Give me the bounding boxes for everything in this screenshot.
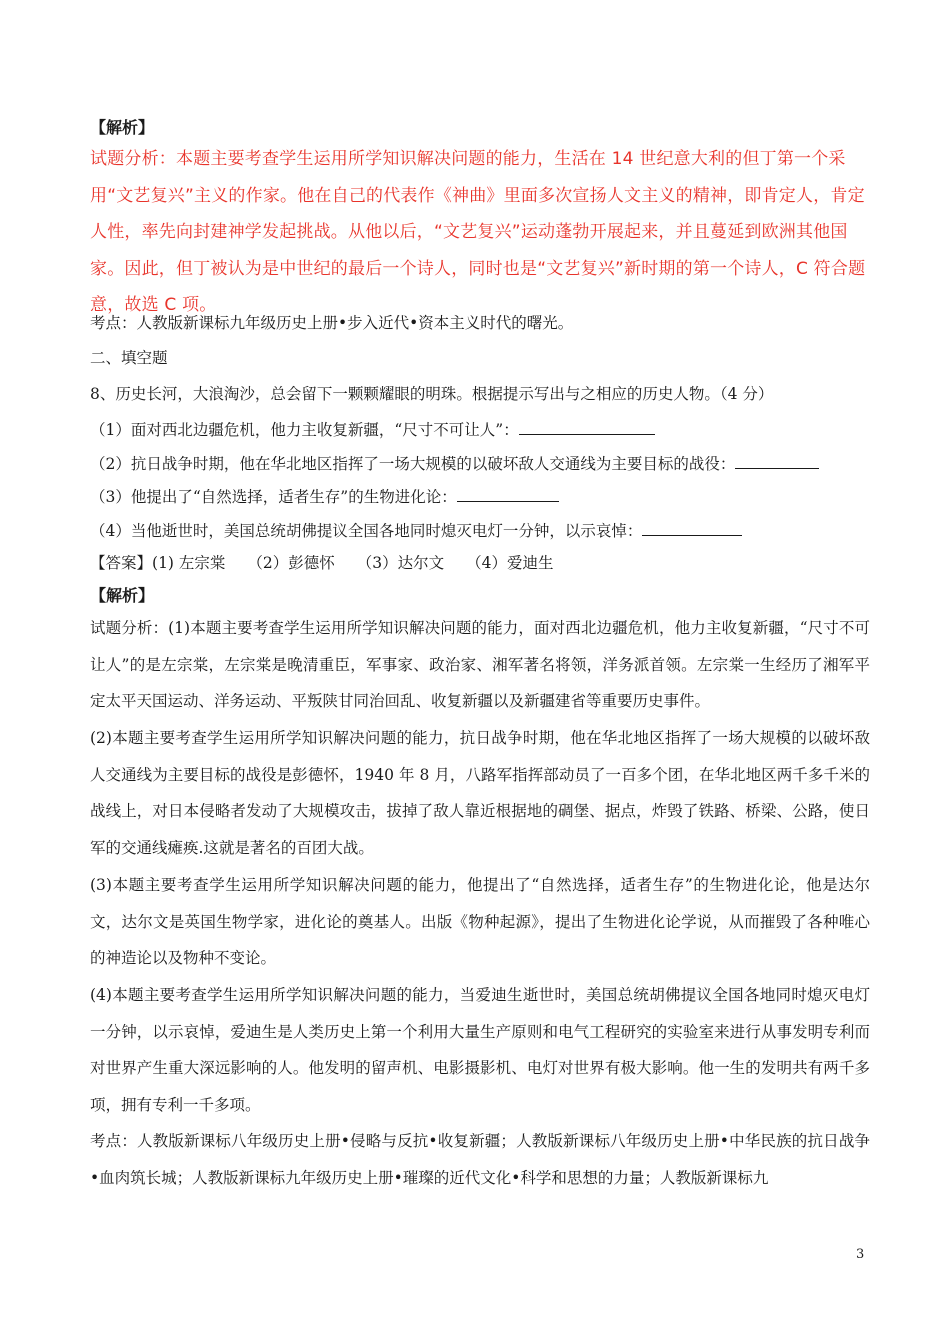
answer-1: (1) 左宗棠 — [152, 554, 226, 572]
answer-line — [90, 552, 576, 574]
sub-question-4-text: （4）当他逝世时，美国总统胡佛提议全国各地同时熄灭电灯一分钟，以示哀悼： — [90, 522, 643, 540]
section-title: 二、填空题 — [90, 349, 168, 367]
analysis-paragraph-3: (3)本题主要考查学生运用所学知识解决问题的能力，他提出了“自然选择，适者生存”的生物进化论，他是达尔文，达尔文是英国生物学家，进化论的奠基人。出版《物种起源》，提出了生物进化论学说，从而摧毁了各种唯心的神造论以及物种不变论。 — [90, 876, 870, 968]
analysis-red-text: 试题分析：本题主要考查学生运用所学知识解决问题的能力，生活在 14 世纪意大利的但丁第一个采用“文艺复兴”主义的作家。他在自己的代表作《神曲》里面多次宣扬人文主义的精神，即肯定人，肯定人性，率先向封建神学发起挑战。从他以后，“文艺复兴”运动蓬勃开展起来，并且蔓延到欧洲其他国家。因此，但丁被认为是中世纪的最后一个诗人，同时也是“文艺复兴”新时期的第一个诗人，C 符合题意，故选 C 项。 — [90, 149, 866, 315]
analysis-heading-2: 【解析】 — [90, 586, 155, 605]
sub-question-2-text: （2）抗日战争时期，他在华北地区指挥了一场大规模的以破坏敌人交通线为主要目标的战役： — [90, 455, 736, 473]
answer-label: 【答案】 — [90, 554, 153, 572]
answer-blank-3[interactable] — [457, 485, 559, 502]
analysis-paragraph-2: (2)本题主要考查学生运用所学知识解决问题的能力，抗日战争时期，他在华北地区指挥了一场大规模的以破坏敌人交通线为主要目标的战役是彭德怀，1940 年 8 月，八路军指挥部动员了一百多个团，在华北地区两千多千米的战线上，对日本侵略者发动了大规模攻击，拔掉了敌人靠近根据地的碉堡、据点，炸毁了铁路、桥梁、公路，使日军的交通线瘫痪.这就是著名的百团大战。 — [90, 729, 870, 857]
sub-question-1 — [90, 418, 655, 441]
answer-3: （3）达尔文 — [356, 554, 445, 572]
kaodian-1: 考点：人教版新课标九年级历史上册•步入近代•资本主义时代的曙光。 — [90, 314, 574, 332]
answer-blank-2[interactable] — [735, 452, 819, 469]
sub-question-2 — [90, 452, 819, 475]
analysis-paragraph-1: 试题分析：(1)本题主要考查学生运用所学知识解决问题的能力，面对西北边疆危机，他力主收复新疆，“尺寸不可让人”的是左宗棠，左宗棠是晚清重臣，军事家、政治家、湘军著名将领，洋务派首领。左宗棠一生经历了湘军平定太平天国运动、洋务运动、平叛陕甘同治回乱、收复新疆以及新疆建省等重要历史事件。 — [90, 619, 870, 711]
sub-question-3-text: （3）他提出了“自然选择，适者生存”的生物进化论： — [90, 488, 457, 506]
sub-question-3 — [90, 485, 559, 508]
answer-blank-1[interactable] — [519, 418, 655, 435]
analysis-heading-1: 【解析】 — [90, 118, 155, 137]
kaodian-2: 考点：人教版新课标八年级历史上册•侵略与反抗•收复新疆；人教版新课标八年级历史上册•中华民族的抗日战争•血肉筑长城；人教版新课标九年级历史上册•璀璨的近代文化•科学和思想的力量；人教版新课标九 — [90, 1132, 870, 1187]
answer-2: （2）彭德怀 — [247, 554, 335, 572]
answer-blank-4[interactable] — [642, 519, 742, 536]
question-8: 8、历史长河，大浪淘沙，总会留下一颗颗耀眼的明珠。根据提示写出与之相应的历史人物。（4 分） — [90, 385, 774, 403]
answer-4: （4）爱迪生 — [466, 554, 554, 572]
analysis-paragraph-4: (4)本题主要考查学生运用所学知识解决问题的能力，当爱迪生逝世时，美国总统胡佛提议全国各地同时熄灭电灯一分钟，以示哀悼，爱迪生是人类历史上第一个利用大量生产原则和电气工程研究的实验室来进行从事发明专利而对世界产生重大深远影响的人。他发明的留声机、电影摄影机、电灯对世界有极大影响。他一生的发明共有两千多项，拥有专利一千多项。 — [90, 986, 870, 1114]
sub-question-4 — [90, 519, 742, 542]
page-number: 3 — [856, 1247, 865, 1262]
sub-question-1-text: （1）面对西北边疆危机，他力主收复新疆，“尺寸不可让人”： — [90, 421, 519, 439]
